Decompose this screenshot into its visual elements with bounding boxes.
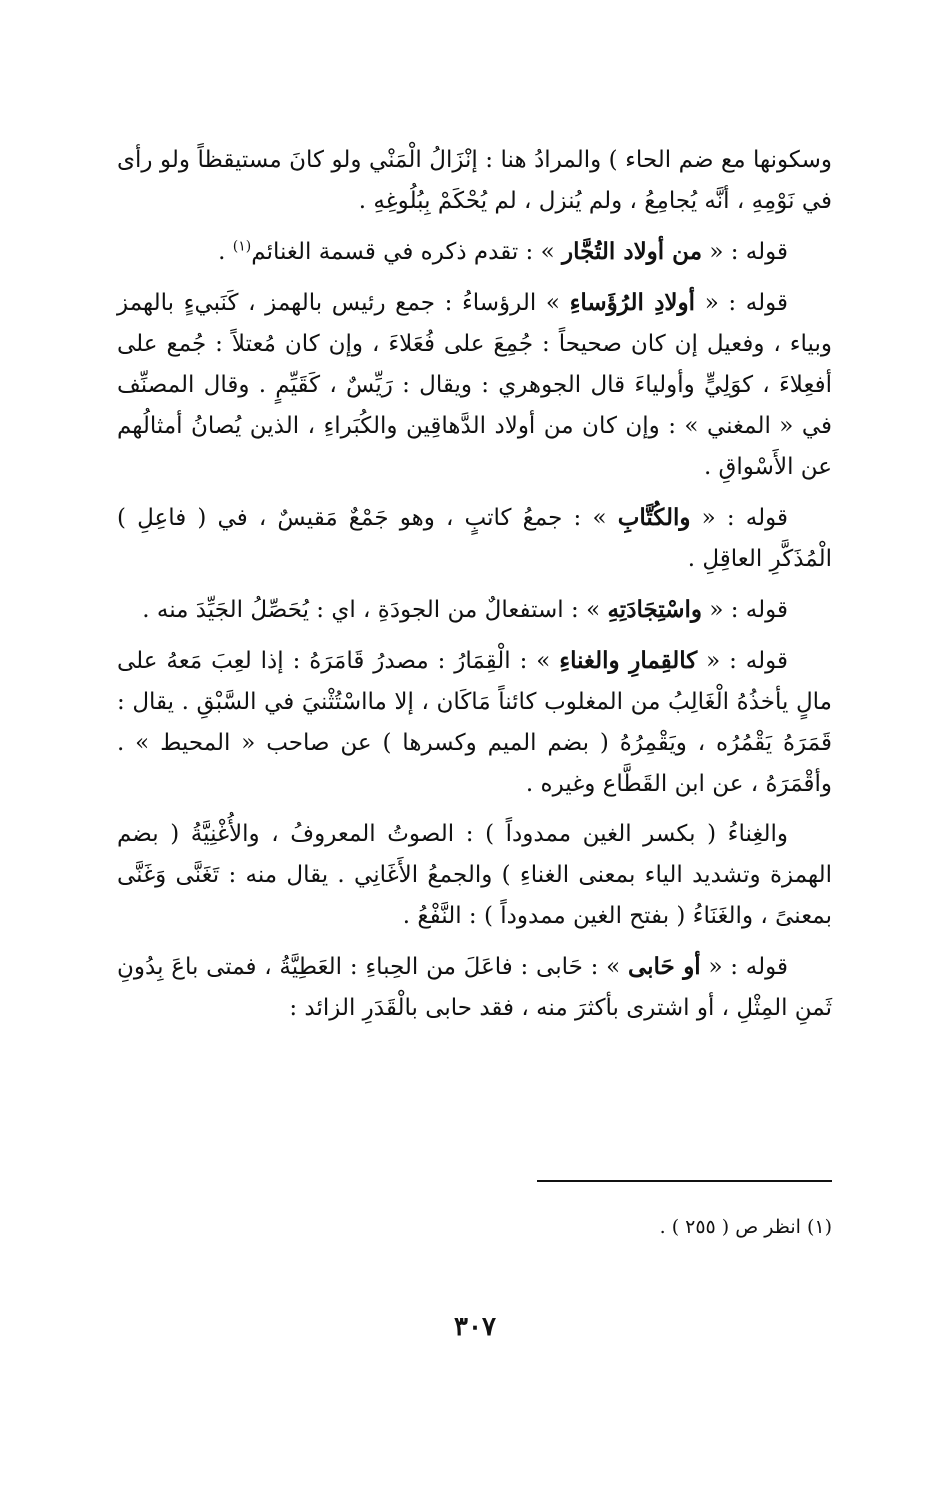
paragraph-text: » : جمعُ كاتبٍ ، وهو جَمْعٌ مَقيسٌ ، في ( فاعِلِ ) الْمُذَكَّرِ العاقِلِ . (117, 505, 832, 572)
paragraph-text: وسكونها مع ضم الحاء ) والمرادُ هنا : إنْزَالُ الْمَنْي ولو كانَ مستيقظاً ولو رأى في نَوْمِهِ ، أنَّه يُجامِعُ ، ولم يُنزل ، لم يُحْكَمْ بِبُلُوغِهِ . (117, 147, 832, 214)
paragraph-lead: قوله : « (709, 239, 788, 265)
paragraph-5 (117, 589, 832, 631)
paragraph-text: » : استفعالٌ من الجودَةِ ، اي : يُحَصِّلُ الجَيِّدَ منه . (142, 597, 601, 623)
paragraph-lead: قوله : « (704, 290, 789, 316)
paragraph-tail: . (218, 239, 233, 265)
headword: من أولاد التُجَّار (562, 238, 703, 265)
paragraph-lead: قوله : « (709, 597, 788, 623)
footnote: (١) انظر ص ( ٢٥٥ ) . (659, 1216, 832, 1238)
paragraph-2 (117, 231, 832, 273)
paragraph-4 (117, 497, 832, 580)
headword: والكُتَّابِ (617, 504, 691, 531)
headword: كالقِمارِ والغناءِ (559, 647, 698, 674)
headword: واسْتِجَادَتِهِ (607, 596, 703, 623)
headword: أو حَابى (627, 953, 701, 980)
main-text (117, 140, 832, 1038)
paragraph-text: » : تقدم ذكره في قسمة الغنائم (251, 239, 555, 265)
paragraph-text: » : حَابى : فاعَلَ من الحِباءِ : العَطِيَّةُ ، فمتى باعَ بِدُونِ ثَمنِ المِثْلِ ، أو اشترى بأكثرَ منه ، فقد حابى بالْقَدَرِ الزائد : (117, 954, 832, 1021)
paragraph-8 (117, 946, 832, 1029)
paragraph-lead: قوله : « (701, 505, 788, 531)
headword: أولادِ الرُؤَساءِ (569, 289, 696, 316)
paragraph-3 (117, 282, 832, 488)
paragraph-text: » : الْقِمَارُ : مصدرُ قَامَرَهُ : إذا لعِبَ مَعهُ على مالٍ يأخذُهُ الْغَالِبُ من المغلوب كائناً مَاكَان ، إلا مااسْتُثْنيَ في السَّبْقِ . يقال : قَمَرَهُ يَقْمُرُه ، ويَقْمِرُهُ ( بضم الميم وكسرها ) عن صاحب « المحيط » . وأقْمَرَهُ ، عن ابن القَطَّاع وغيره . (117, 648, 832, 797)
paragraph-lead: قوله : « (706, 648, 789, 674)
paragraph-text: والغِناءُ ( بكسر الغين ممدوداً ) : الصوتُ المعروفُ ، والأُغْنِيَّةُ ( بضم الهمزة وتشديد الياء بمعنى الغناءِ ) والجمعُ الأَغَانِي . يقال منه : تَغَنَّى وَغَنَّى بمعنىً ، والغَنَاءُ ( بفتح الغين ممدوداً ) : النَّفْعُ . (117, 821, 832, 929)
paragraph-lead: قوله : « (708, 954, 789, 980)
paragraph-1 (117, 140, 832, 222)
paragraph-text: » الرؤساءُ : جمع رئيس بالهمز ، كَنَبيءٍ بالهمز وبياء ، وفعيل إن كان صحيحاً : جُمِعَ على فُعَلاءَ ، وإن كان مُعتلاً : جُمع على أفعِلاءَ ، كوَلِيٍّ وأولياءَ قال الجوهري : ويقال : رَيِّسٌ ، كَقَيِّمٍ . وقال المصنِّف في « المغني » : وإن كان من أولاد الدَّهاقِين والكُبَراءِ ، الذين يُصانُ أمثالُهم عن الأَسْواقِ . (117, 290, 832, 480)
paragraph-6 (117, 640, 832, 805)
page-number: ٣٠٧ (454, 1312, 496, 1342)
footnote-divider (537, 1180, 832, 1182)
footnote-marker: (١) (232, 238, 252, 255)
paragraph-7 (117, 814, 832, 937)
